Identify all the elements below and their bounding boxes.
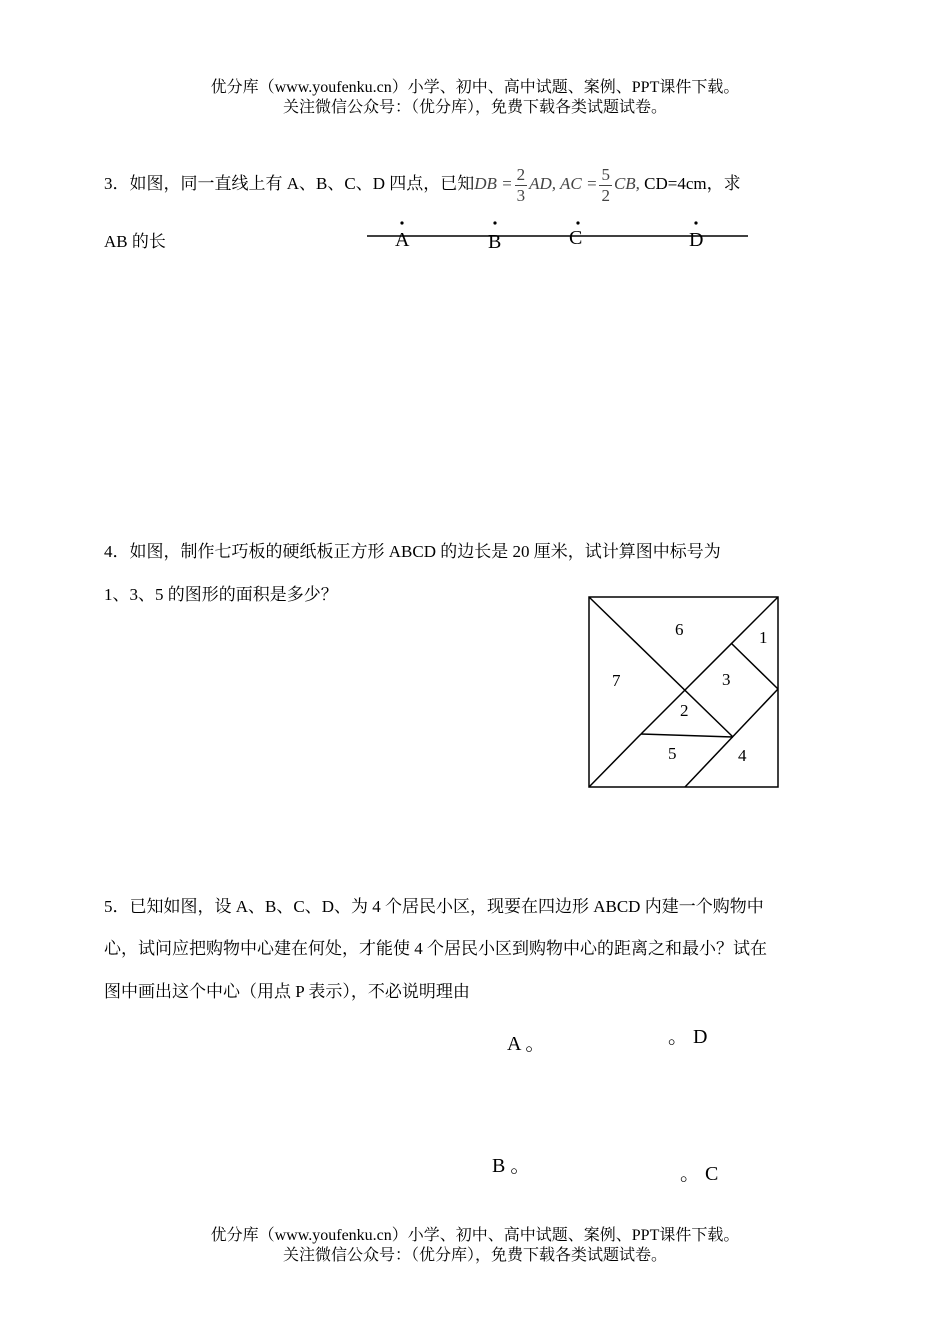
tangram-line-square-upper [731,643,778,689]
tangram-label-5: 5 [668,744,677,763]
tangram-label-3: 3 [722,670,731,689]
q5-point-c: 。 C [680,1163,719,1185]
q3-f1-rhs: AD, AC = [529,174,598,193]
q3-f1-lhs: DB = [474,174,513,193]
footer-line-1: 优分库（www.youfenku.cn）小学、初中、高中试题、案例、PPT课件下载。 [210,1227,740,1244]
q3-point-d: D [689,229,704,251]
q5-point-b: B 。 [492,1155,531,1177]
q3-prefix: 3．如图，同一直线上有 A、B、C、D 四点，已知 [104,174,475,193]
q3-line-2: AB 的长 [104,232,166,251]
q5-line-1: 5．已知如图，设 A、B、C、D、为 4 个居民小区，现要在四边形 ABCD 内建一个购物中 [104,897,764,916]
q3-f2-rhs: CB, [613,174,640,193]
q5-line-3: 图中画出这个中心（用点 P 表示），不必说明理由 [104,982,470,1001]
tangram-label-6: 6 [675,620,684,639]
q5-point-d: 。 D [668,1026,708,1048]
header-line-1: 优分库（www.youfenku.cn）小学、初中、高中试题、案例、PPT课件下载。 [210,79,740,96]
q3-point-c: C [569,227,583,249]
tangram-label-2: 2 [680,701,689,720]
header-line-2: 关注微信公众号：（优分库），免费下载各类试题试卷。 [282,99,667,116]
q3-f1-den: 3 [516,185,526,205]
q3-f2-den: 2 [601,185,610,205]
q4-line-1: 4．如图，制作七巧板的硬纸板正方形 ABCD 的边长是 20 厘米，试计算图中标号为 [104,542,721,561]
tangram-label-1: 1 [759,628,768,647]
q4-line-2: 1、3、5 的图形的面积是多少？ [104,585,338,604]
footer-line-2: 关注微信公众号：（优分库），免费下载各类试题试卷。 [282,1247,667,1264]
tangram-line-diag-anti-lower [589,734,641,787]
q3-f1-num: 2 [516,164,526,184]
tangram-line-diag-main [589,597,733,737]
q5-point-a: A 。 [507,1033,546,1055]
q3-suffix: CD=4cm，求 [639,174,741,193]
tangram-label-7: 7 [612,671,621,690]
tangram-line-mid [641,734,733,737]
q3-f2-num: 5 [601,164,610,184]
q3-point-a: A [395,229,410,251]
q3-point-b: B [488,231,502,253]
page-footer [0,1226,950,1266]
q5-line-2: 心，试问应把购物中心建在何处，才能使 4 个居民小区到购物中心的距离之和最小？试在 [104,939,767,958]
tangram-label-4: 4 [738,746,747,765]
